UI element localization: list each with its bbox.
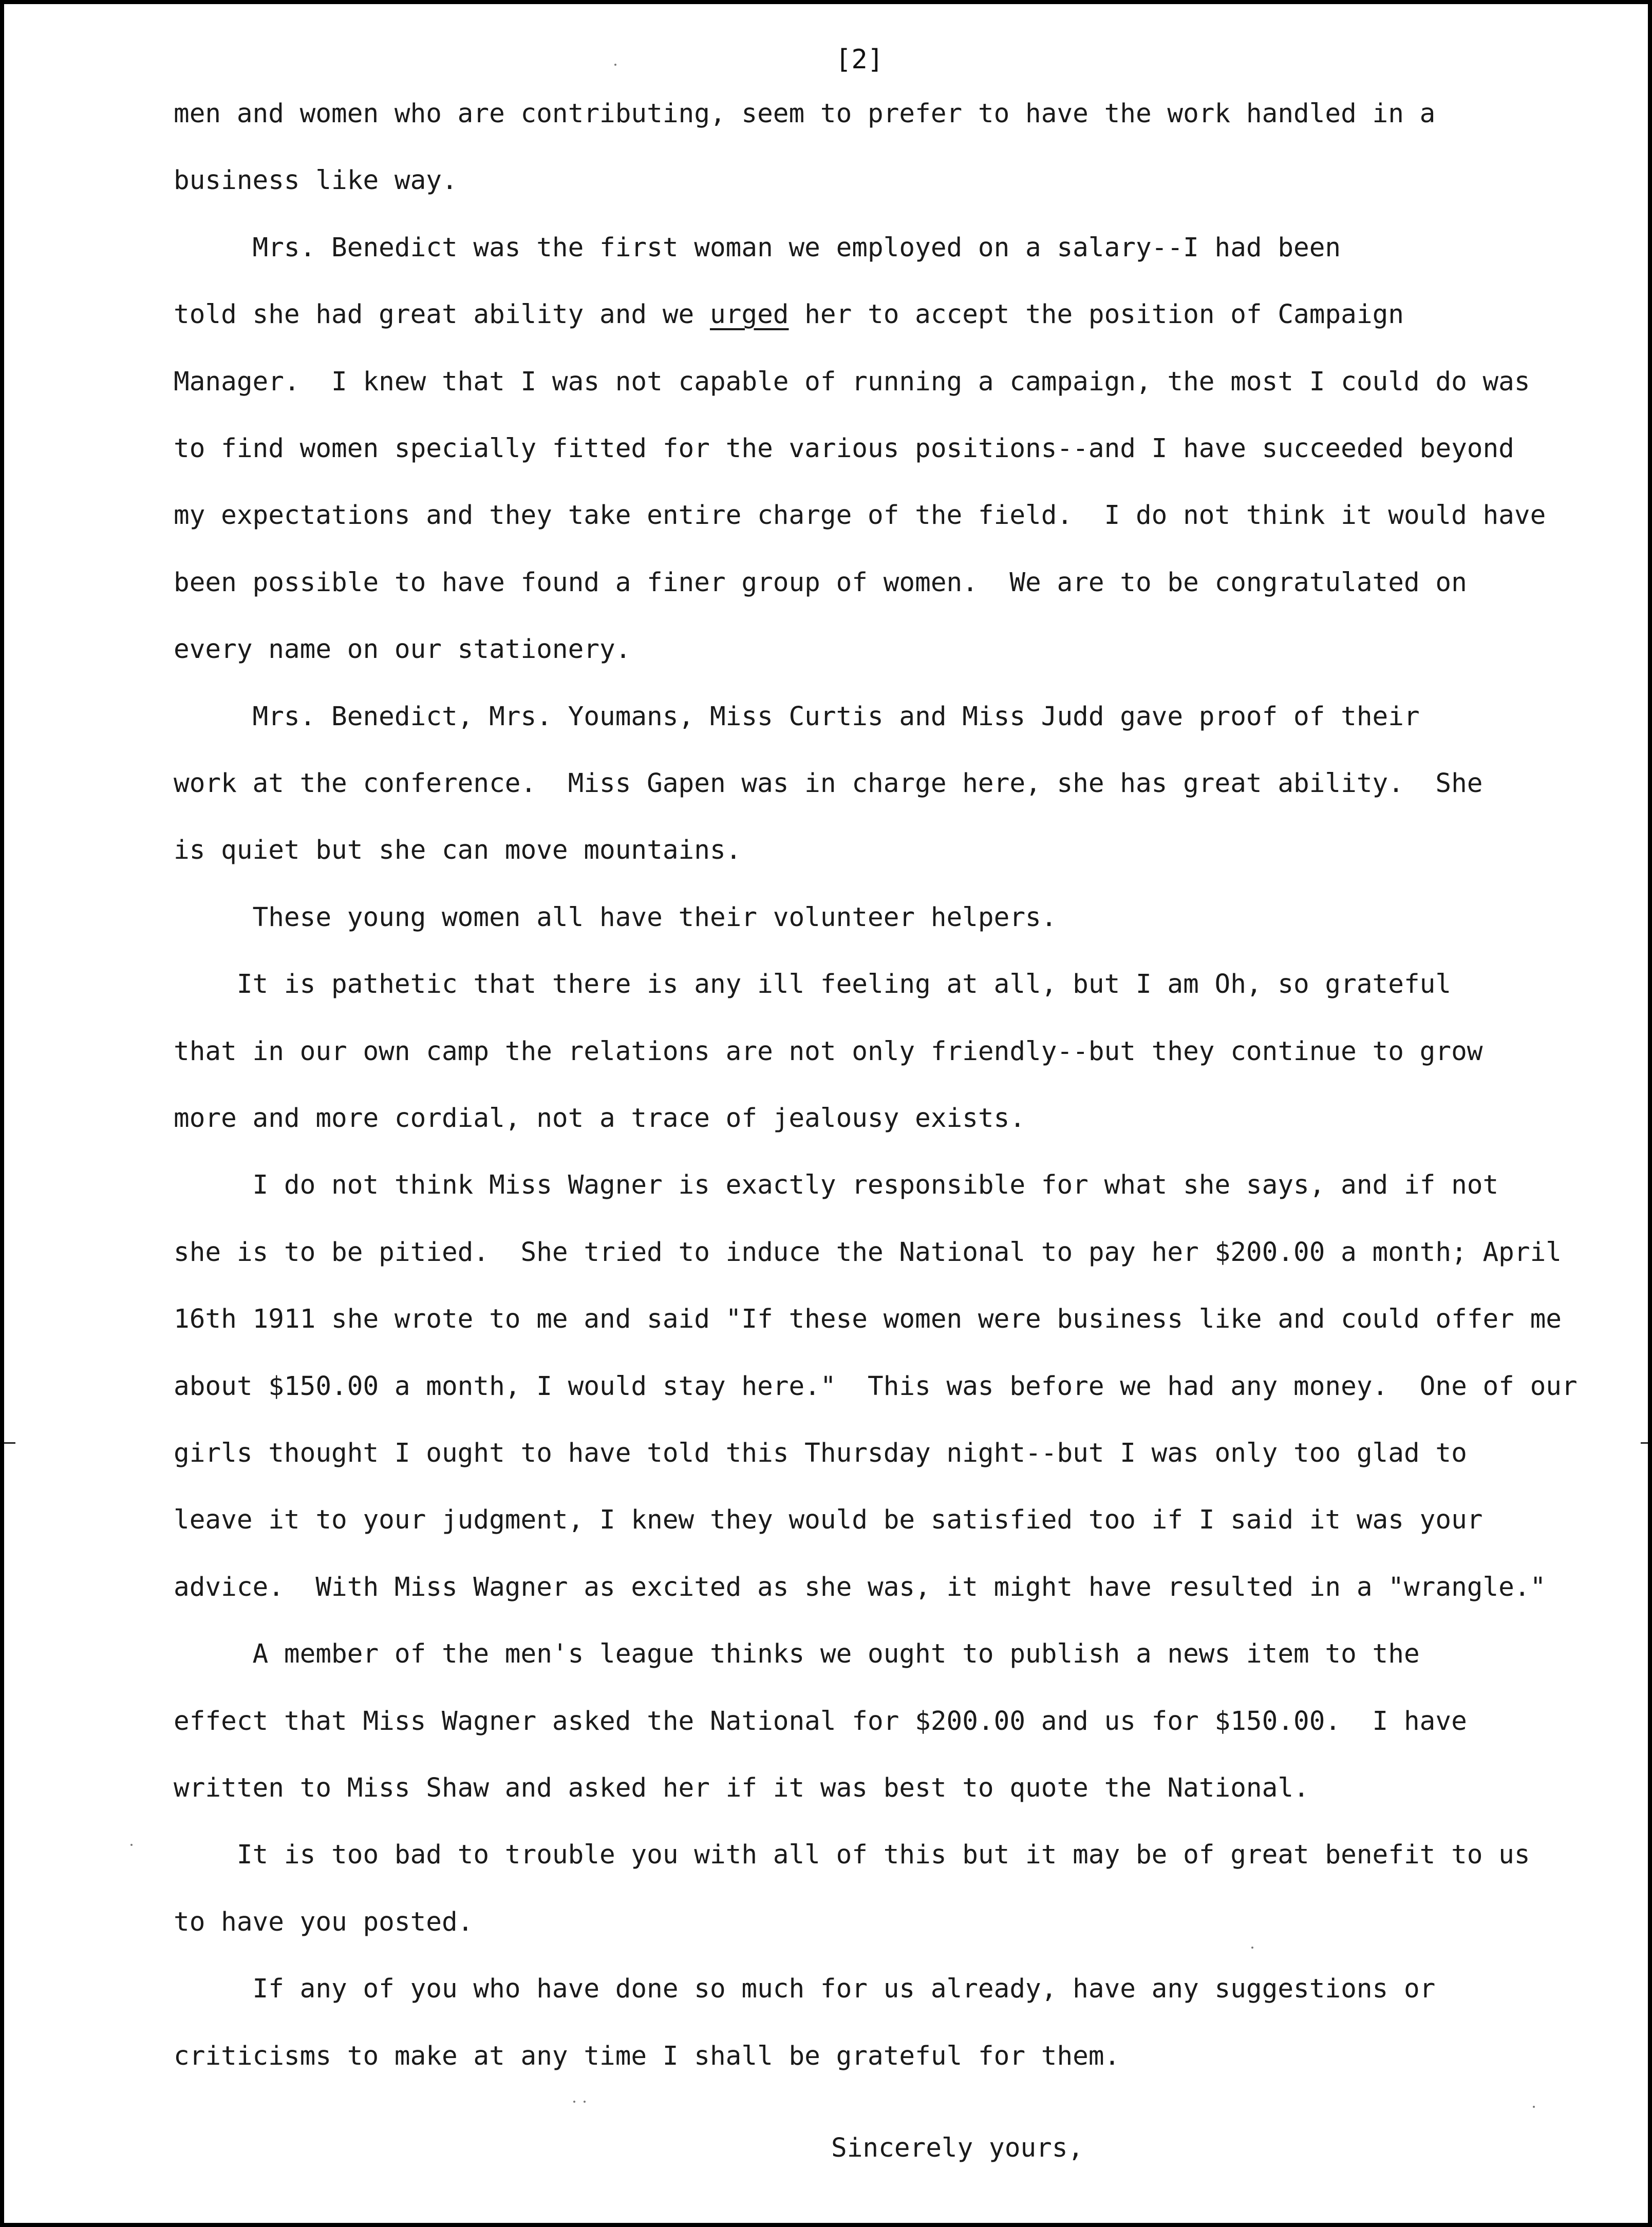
closing-line: Sincerely yours, bbox=[831, 2133, 1084, 2163]
letter-line: work at the conference. Miss Gapen was in charge here, she has great ability. She bbox=[174, 768, 1483, 799]
scan-speck bbox=[130, 1844, 133, 1846]
letter-line: effect that Miss Wagner asked the National for $200.00 and us for $150.00. I have bbox=[174, 1706, 1467, 1737]
line-segment: her to accept the position of Campaign bbox=[789, 299, 1404, 330]
scan-speck bbox=[1533, 2106, 1535, 2108]
letter-line: criticisms to make at any time I shall be grateful for them. bbox=[174, 2041, 1120, 2071]
scan-speck bbox=[614, 64, 616, 66]
letter-line: my expectations and they take entire charge of the field. I do not think it would have bbox=[174, 500, 1546, 531]
letter-line: leave it to your judgment, I knew they would be satisfied too if I said it was your bbox=[174, 1505, 1483, 1536]
line-segment: told she had great ability and we bbox=[174, 299, 710, 330]
letter-line: been possible to have found a finer group of women. We are to be congratulated on bbox=[174, 567, 1467, 598]
letter-line: girls thought I ought to have told this Thursday night--but I was only too glad to bbox=[174, 1438, 1467, 1468]
letter-line: written to Miss Shaw and asked her if it was best to quote the National. bbox=[174, 1773, 1309, 1803]
margin-mark bbox=[4, 1442, 15, 1444]
letter-line: It is pathetic that there is any ill feeling at all, but I am Oh, so grateful bbox=[174, 969, 1452, 1000]
letter-line: men and women who are contributing, seem to prefer to have the work handled in a bbox=[174, 99, 1436, 129]
letter-line: every name on our stationery. bbox=[174, 634, 631, 665]
letter-line: It is too bad to trouble you with all of this but it may be of great benefit to us bbox=[174, 1840, 1530, 1871]
scan-speck bbox=[1251, 1947, 1253, 1949]
letter-line: I do not think Miss Wagner is exactly responsible for what she says, and if not bbox=[174, 1170, 1499, 1201]
letter-line: to find women specially fitted for the various positions--and I have succeeded beyond bbox=[174, 433, 1514, 464]
letter-line: Mrs. Benedict was the first woman we employed on a salary--I had been bbox=[174, 232, 1341, 263]
letter-line: that in our own camp the relations are not only friendly--but they continue to grow bbox=[174, 1036, 1483, 1067]
margin-mark bbox=[1641, 1442, 1652, 1444]
letter-line: Manager. I knew that I was not capable of running a campaign, the most I could do was bbox=[174, 366, 1530, 397]
letter-line: to have you posted. bbox=[174, 1907, 474, 1937]
letter-line: advice. With Miss Wagner as excited as she was, it might have resulted in a "wrangle." bbox=[174, 1572, 1546, 1602]
letter-line: is quiet but she can move mountains. bbox=[174, 835, 742, 866]
letter-line bbox=[174, 299, 1404, 330]
letter-line: Mrs. Benedict, Mrs. Youmans, Miss Curtis and Miss Judd gave proof of their bbox=[174, 701, 1420, 732]
letter-line: These young women all have their volunteer helpers. bbox=[174, 902, 1057, 933]
letter-line: A member of the men's league thinks we ought to publish a news item to the bbox=[174, 1639, 1420, 1670]
letter-line: 16th 1911 she wrote to me and said "If these women were business like and could offer me bbox=[174, 1304, 1562, 1335]
page-number: [2] bbox=[835, 44, 884, 75]
letter-line: If any of you who have done so much for us already, have any suggestions or bbox=[174, 1974, 1436, 2005]
letter-line: about $150.00 a month, I would stay here." This was before we had any money. One of our bbox=[174, 1371, 1578, 1402]
scan-speck bbox=[573, 2101, 575, 2103]
letter-line: business like way. bbox=[174, 165, 458, 196]
letter-line: she is to be pitied. She tried to induce the National to pay her $200.00 a month; April bbox=[174, 1237, 1562, 1268]
letter-line: more and more cordial, not a trace of jealousy exists. bbox=[174, 1103, 1026, 1134]
scan-speck bbox=[584, 2101, 586, 2103]
underlined-word: urged bbox=[709, 299, 789, 330]
